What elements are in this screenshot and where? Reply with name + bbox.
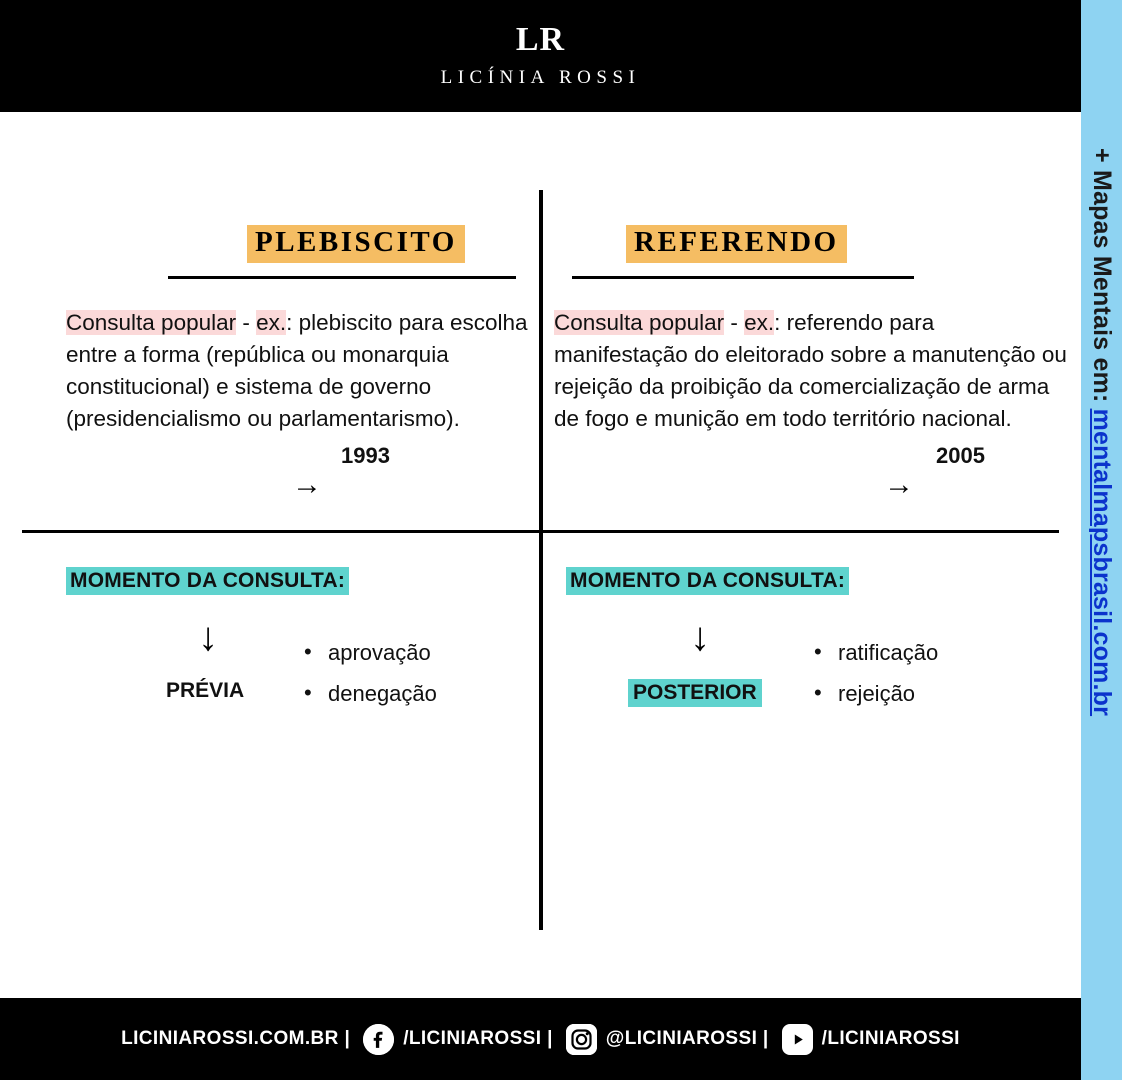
instagram-icon: [566, 1024, 597, 1055]
facebook-handle: /LICINIAROSSI |: [403, 1028, 553, 1049]
right-definition-text: [554, 307, 1074, 435]
facebook-icon: [363, 1024, 394, 1055]
footer-instagram[interactable]: [566, 1024, 769, 1055]
horizontal-divider: [22, 530, 1059, 533]
promo-url[interactable]: mentalmapsbrasil.com.br: [1088, 408, 1116, 717]
list-item: • ratificação: [810, 632, 938, 673]
vertical-divider: [539, 190, 543, 930]
footer-website[interactable]: LICINIAROSSI.COM.BR |: [121, 1028, 351, 1049]
left-definition-keyword: Consulta popular: [66, 310, 237, 335]
list-item: • denegação: [300, 673, 437, 714]
promo-sidebar-text[interactable]: [1081, 0, 1122, 1080]
brand-logo-name: LICÍNIA ROSSI: [440, 67, 641, 88]
right-timing-value: POSTERIOR: [628, 679, 762, 707]
youtube-handle: /LICINIAROSSI: [821, 1028, 960, 1049]
list-item: • aprovação: [300, 632, 437, 673]
right-arrow-right-icon: →: [884, 468, 914, 501]
left-arrow-right-icon: →: [292, 468, 322, 501]
left-definition-body: : plebiscito para escolha entre a forma (república ou monarquia constitucional) e sistema de governo (presidencialismo ou parlamentarismo).: [66, 310, 528, 431]
instagram-handle: @LICINIAROSSI |: [605, 1028, 769, 1049]
left-timing-value: PRÉVIA: [166, 679, 245, 702]
footer-bar: [0, 998, 1081, 1080]
left-year: 1993: [341, 443, 390, 468]
right-moment-label: MOMENTO DA CONSULTA:: [566, 567, 849, 595]
right-arrow-down-icon: ↓: [690, 615, 710, 659]
right-definition-dash: -: [724, 310, 745, 335]
left-title-rule: [168, 276, 516, 279]
left-definition-dash: -: [236, 310, 257, 335]
right-outcome-list: [810, 632, 938, 714]
promo-prefix: + Mapas Mentais em:: [1088, 148, 1116, 403]
right-definition-body: : referendo para manifestação do eleitorado sobre a manutenção ou rejeição da proibição da comercialização de arma de fogo e munição em todo território nacional.: [554, 310, 1067, 431]
promo-sidebar: [1081, 0, 1122, 1080]
left-arrow-down-icon: ↓: [198, 615, 218, 659]
right-definition-keyword: Consulta popular: [554, 310, 725, 335]
list-item: • rejeição: [810, 673, 938, 714]
left-definition-ex: ex.: [256, 310, 287, 335]
right-definition-ex: ex.: [744, 310, 775, 335]
left-moment-label: MOMENTO DA CONSULTA:: [66, 567, 349, 595]
youtube-icon: [782, 1024, 813, 1055]
footer-facebook[interactable]: [363, 1024, 553, 1055]
brand-logo-mark: LR: [515, 21, 566, 58]
left-column-title: PLEBISCITO: [247, 225, 465, 263]
content-canvas: [0, 112, 1081, 998]
right-column-title: REFERENDO: [626, 225, 847, 263]
brand-header: [0, 0, 1081, 112]
right-year: 2005: [936, 443, 985, 468]
footer-youtube[interactable]: [782, 1024, 960, 1055]
right-title-rule: [572, 276, 914, 279]
left-outcome-list: [300, 632, 437, 714]
left-definition-text: [66, 307, 531, 435]
